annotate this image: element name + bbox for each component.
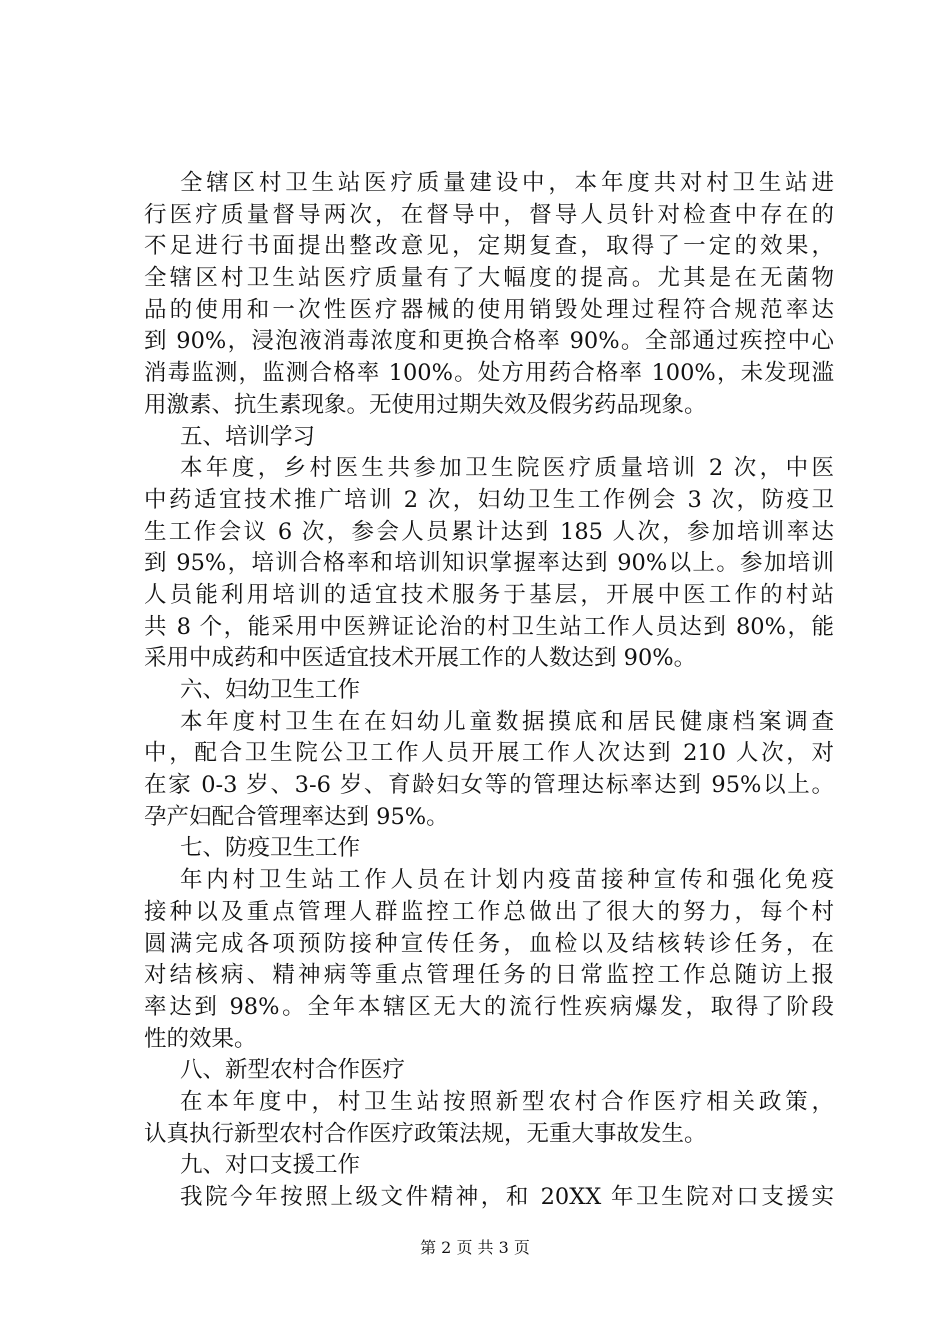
paragraph-line: 中，配合卫生院公卫工作人员开展工作人次达到 210 人次，对 xyxy=(144,740,834,767)
section-heading: 七、防疫卫生工作 xyxy=(180,835,361,862)
paragraph-line: 年内村卫生站工作人员在计划内疫苗接种宣传和强化免疫 xyxy=(180,867,834,894)
paragraph-line: 采用中成药和中医适宜技术开展工作的人数达到 90%。 xyxy=(144,645,697,672)
paragraph-line: 生工作会议 6 次，参会人员累计达到 185 人次，参加培训率达 xyxy=(144,518,834,545)
document-body xyxy=(144,168,834,1214)
paragraph-line: 性的效果。 xyxy=(144,1025,257,1052)
section-heading: 六、妇幼卫生工作 xyxy=(180,677,361,703)
paragraph-line: 共 8 个，能采用中医辨证论治的村卫生站工作人员达到 80%，能 xyxy=(144,613,834,640)
section-heading: 九、对口支援工作 xyxy=(180,1152,361,1179)
paragraph-line: 人员能利用培训的适宜技术服务于基层，开展中医工作的村站 xyxy=(144,581,834,608)
paragraph-line: 在本年度中，村卫生站按照新型农村合作医疗相关政策， xyxy=(180,1088,834,1115)
paragraph-line: 不足进行书面提出整改意见，定期复查，取得了一定的效果， xyxy=(144,233,834,260)
paragraph-line: 孕产妇配合管理率达到 95%。 xyxy=(144,803,449,830)
paragraph-line: 圆满完成各项预防接种宣传任务，血检以及结核转诊任务，在 xyxy=(144,930,834,957)
paragraph-line: 消毒监测，监测合格率 100%。处方用药合格率 100%，未发现滥 xyxy=(144,360,834,387)
paragraph-line: 我院今年按照上级文件精神，和 20XX 年卫生院对口支援实 xyxy=(180,1184,834,1210)
page-number-footer: 第 2 页 共 3 页 xyxy=(420,1238,530,1257)
paragraph-line: 接种以及重点管理人群监控工作总做出了很大的努力，每个村 xyxy=(144,898,834,925)
paragraph-line: 认真执行新型农村合作医疗政策法规，无重大事故发生。 xyxy=(144,1120,707,1147)
paragraph-line: 本年度村卫生在在妇幼儿童数据摸底和居民健康档案调查 xyxy=(180,708,834,735)
paragraph-line: 在家 0-3 岁、3-6 岁、育龄妇女等的管理达标率达到 95%以上。 xyxy=(144,772,834,799)
paragraph-line: 行医疗质量督导两次，在督导中，督导人员针对检查中存在的 xyxy=(144,201,834,228)
paragraph-line: 品的使用和一次性医疗器械的使用销毁处理过程符合规范率达 xyxy=(144,296,834,323)
paragraph-line: 对结核病、精神病等重点管理任务的日常监控工作总随访上报 xyxy=(144,962,834,989)
paragraph-line: 到 90%，浸泡液消毒浓度和更换合格率 90%。全部通过疾控中心 xyxy=(144,328,834,355)
paragraph-line: 率达到 98%。全年本辖区无大的流行性疾病爆发，取得了阶段 xyxy=(144,993,834,1020)
paragraph-line: 本年度，乡村医生共参加卫生院医疗质量培训 2 次，中医 xyxy=(180,455,834,482)
paragraph-line: 到 95%，培训合格率和培训知识掌握率达到 90%以上。参加培训 xyxy=(144,550,834,577)
paragraph-line: 全辖区村卫生站医疗质量建设中，本年度共对村卫生站进 xyxy=(180,170,834,196)
paragraph-line: 中药适宜技术推广培训 2 次，妇幼卫生工作例会 3 次，防疫卫 xyxy=(144,486,834,513)
paragraph-line: 全辖区村卫生站医疗质量有了大幅度的提高。尤其是在无菌物 xyxy=(144,265,834,292)
paragraph-line: 用激素、抗生素现象。无使用过期失效及假劣药品现象。 xyxy=(144,391,707,418)
section-heading: 八、新型农村合作医疗 xyxy=(180,1057,406,1084)
section-heading: 五、培训学习 xyxy=(180,423,316,450)
